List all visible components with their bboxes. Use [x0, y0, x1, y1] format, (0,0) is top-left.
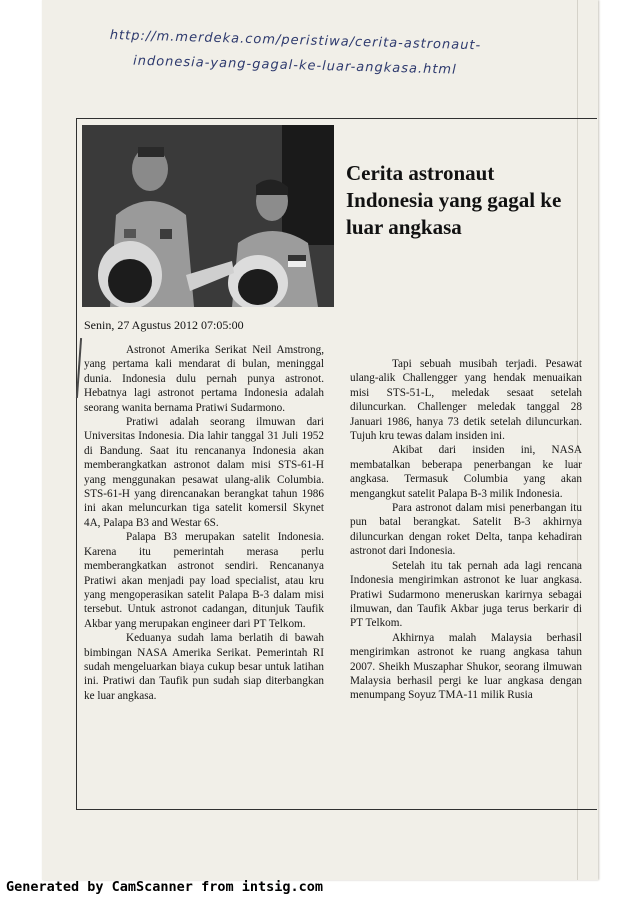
handwritten-url-line-2: indonesia-yang-gagal-ke-luar-angkasa.html [132, 53, 457, 78]
paragraph: Tapi sebuah musibah terjadi. Pesawat ulang-alik Challengger yang hendak menuaikan misi STS-51-L, meledak sesaat setelah diluncurkan. Challenger meledak tanggal 28 Januari 1986, hanya 73 detik setelah diluncurkan. Tujuh kru tewas dalam insiden ini. [350, 358, 582, 443]
paragraph: Setelah itu tak pernah ada lagi rencana Indonesia mengirimkan astronot ke luar angkasa. Pratiwi Sudarmono meneruskan karirnya sebagai ilmuwan, dan Taufik Akbar juga terus berkarir di PT Telkom. [350, 559, 582, 630]
scanner-watermark-footer: Generated by CamScanner from intsig.com [6, 879, 323, 895]
article-column-right [350, 357, 582, 703]
paragraph: Akibat dari insiden ini, NASA membatalkan beberapa penerbangan ke luar angkasa. Termasuk Columbia yang akan mengangkut satelit Palapa B-3 milik Indonesia. [350, 444, 582, 500]
paragraph: Pratiwi adalah seorang ilmuwan dari Universitas Indonesia. Dia lahir tanggal 31 Juli 1952 di Bandung. Saat itu rencananya Indonesia akan memberangkatkan astronot dalam misi STS-61-H yang menggunakan pesawat ulang-alik Columbia. STS-61-H yang direncanakan berangkat tahun 1986 ini akan meluncurkan tiga satelit komersil Skynet 4A, Palapa B3 and Westar 6S. [84, 416, 324, 529]
paragraph: Keduanya sudah lama berlatih di bawah bimbingan NASA Amerika Serikat. Pemerintah RI sudah mengeluarkan biaya cukup besar untuk latihan ini. Pratiwi dan Taufik pun sudah siap diterbangkan ke luar angkasa. [84, 632, 324, 702]
astronaut-photo-image [82, 125, 334, 307]
paragraph: Palapa B3 merupakan satelit Indonesia. Karena itu pemerintah merasa perlu memberangkatkan astronot sendiri. Rencananya Pratiwi akan menjadi pay load specialist, atau kru yang mengoperasikan satelit Palapa B-3 dalam misi tersebut. Untuk astronot cadangan, ditunjuk Taufik Akbar yang merupakan engineer dari PT Telkom. [84, 531, 324, 630]
paragraph: Astronot Amerika Serikat Neil Amstrong, yang pertama kali mendarat di bulan, meninggal dunia. Indonesia dulu pernah punya astronot. Hebatnya lagi astronot pertama Indonesia adalah seorang wanita bernama Pratiwi Sudarmono. [84, 344, 324, 414]
handwritten-url-line-1: http://m.merdeka.com/peristiwa/cerita-astronaut- [109, 28, 482, 54]
paragraph: Akhirnya malah Malaysia berhasil mengirimkan astronot ke ruang angkasa tahun 2007. Sheikh Muszaphar Shukor, seorang ilmuwan Malaysia berhasil pergi ke luar angkasa dengan menumpang Soyuz TMA-11 milik Rusia [350, 631, 582, 702]
paragraph: Para astronot dalam misi penerbangan itu pun batal berangkat. Satelit B-3 akhirnya diluncurkan dengan roket Delta, tanpa kehadiran astronot dari Indonesia. [350, 502, 582, 558]
article-column-left [84, 343, 324, 703]
astronaut-photo [82, 125, 334, 307]
article-dateline: Senin, 27 Agustus 2012 07:05:00 [84, 318, 244, 332]
article-title: Cerita astronaut Indonesia yang gagal ke luar angkasa [346, 161, 562, 239]
